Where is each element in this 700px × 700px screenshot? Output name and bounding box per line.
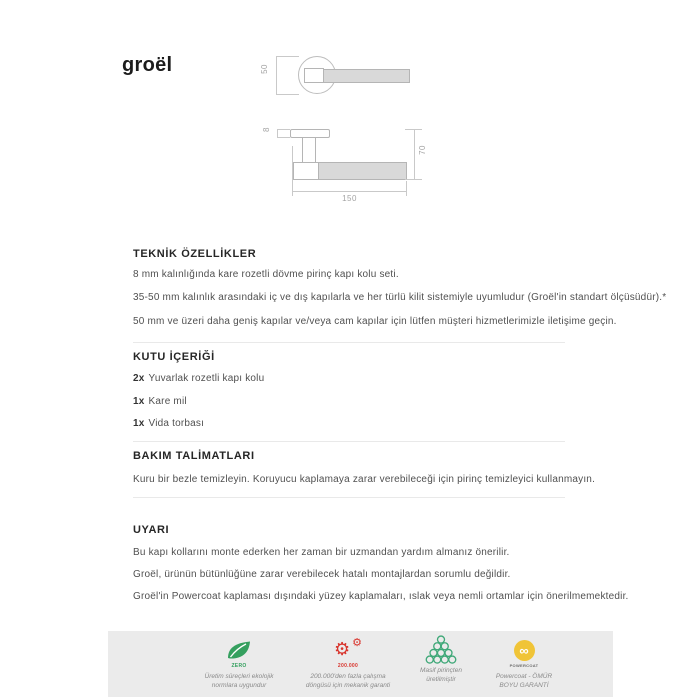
box-content-item <box>133 396 187 407</box>
item-label: Yuvarlak rozetli kapı kolu <box>148 373 265 384</box>
lifetime-warranty-icon <box>514 637 535 663</box>
dim-label-150: 150 <box>342 194 357 203</box>
dim-extension-line <box>292 146 293 196</box>
badge-caption-line: Powercoat - ÖMÜR <box>495 673 553 680</box>
handle-stem-side-view <box>302 137 316 163</box>
dim-tick <box>405 179 422 180</box>
dim-line-150 <box>292 191 407 192</box>
badge-lifetime-warranty <box>459 637 589 690</box>
badge-caption <box>496 673 552 690</box>
dim-line-50 <box>276 56 277 94</box>
section-divider <box>133 342 565 343</box>
badge-sub-label: ZERO <box>231 663 247 669</box>
dim-tick <box>277 137 290 138</box>
box-content-item <box>133 373 264 384</box>
teknik-line-1: 8 mm kalınlığında kare rozetli dövme pirinç kapı kolu seti. <box>133 269 399 280</box>
leaf-icon <box>226 637 252 663</box>
teknik-line-3: 50 mm ve üzeri daha geniş kapılar ve/veya cam kapılar için lütfen müşteri hizmetlerimizle iletişime geçin. <box>133 316 617 327</box>
badge-caption <box>420 667 462 684</box>
bakim-line-1: Kuru bir bezle temizleyin. Koruyucu kaplamaya zarar verebileceği için pirinç temizleyici kullanmayın. <box>133 474 596 485</box>
section-heading-bakim-talimatlari: BAKIM TALİMATLARI <box>133 450 255 462</box>
badge-sub-label: 200.000 <box>337 663 359 669</box>
badge-caption-line: Üretim süreçleri ekolojik <box>204 673 274 680</box>
dim-line-70 <box>414 129 415 180</box>
uyari-line-3: Groël'in Powercoat kaplaması dışındaki yüzey kaplamaları, ıslak veya nemli ortamlar için önerilmemektedir. <box>133 591 629 602</box>
brass-stack-icon <box>424 637 458 663</box>
item-quantity: 1x <box>133 418 145 429</box>
badge-caption-line: 200.000'den fazla çalışma <box>310 673 386 680</box>
badge-caption-line: döngüsü için mekanik garanti <box>305 681 391 689</box>
gear-icon: ⚙ <box>352 636 362 649</box>
box-content-item <box>133 418 204 429</box>
infinity-icon: ∞ <box>519 642 529 658</box>
section-heading-kutu-icerigi: KUTU İÇERİĞİ <box>133 351 215 363</box>
handle-neck-side-view <box>293 162 319 180</box>
gears-icon <box>334 637 362 663</box>
gear-icon: ⚙ <box>334 639 351 660</box>
dim-label-70: 70 <box>418 145 427 155</box>
badge-caption-line: BOYU GARANTİ <box>499 681 549 689</box>
item-label: Kare mil <box>148 396 187 407</box>
teknik-line-2: 35-50 mm kalınlık arasındaki iç ve dış kapılarla ve her türlü kilit sistemiyle uyumludur (Groël'in standart ölçüsüdür).* <box>133 292 667 303</box>
handle-lever-side-view <box>318 162 407 180</box>
item-label: Vida torbası <box>148 418 205 429</box>
section-divider <box>133 441 565 442</box>
item-quantity: 2x <box>133 373 145 384</box>
dim-label-50: 50 <box>260 64 269 74</box>
section-heading-teknik-ozellikler: TEKNİK ÖZELLİKLER <box>133 248 257 260</box>
uyari-line-2: Groël, ürünün bütünlüğüne zarar verebilecek hatalı montajlardan sorumlu değildir. <box>133 569 511 580</box>
dim-tick <box>405 129 422 130</box>
dim-tick <box>276 56 299 57</box>
badge-caption-line: normlara uygundur <box>211 681 267 689</box>
section-heading-uyari: UYARI <box>133 524 170 536</box>
badge-sub-label: POWERCOAT <box>509 663 539 668</box>
handle-neck-top-view <box>304 68 324 83</box>
badge-caption <box>205 673 274 690</box>
item-quantity: 1x <box>133 396 145 407</box>
badge-caption-line: üretilmiştir <box>426 675 456 683</box>
section-divider <box>133 497 565 498</box>
badge-caption-line: Masif pirinçten <box>420 667 462 674</box>
dim-label-8: 8 <box>262 127 271 132</box>
footer-band <box>108 631 613 697</box>
dim-tick <box>277 129 290 130</box>
handle-bar-top-view <box>323 69 410 83</box>
dim-tick <box>276 94 299 95</box>
brand-logo: groël <box>122 54 173 76</box>
uyari-line-1: Bu kapı kollarını monte ederken her zaman bir uzmandan yardım almanız önerilir. <box>133 547 510 558</box>
